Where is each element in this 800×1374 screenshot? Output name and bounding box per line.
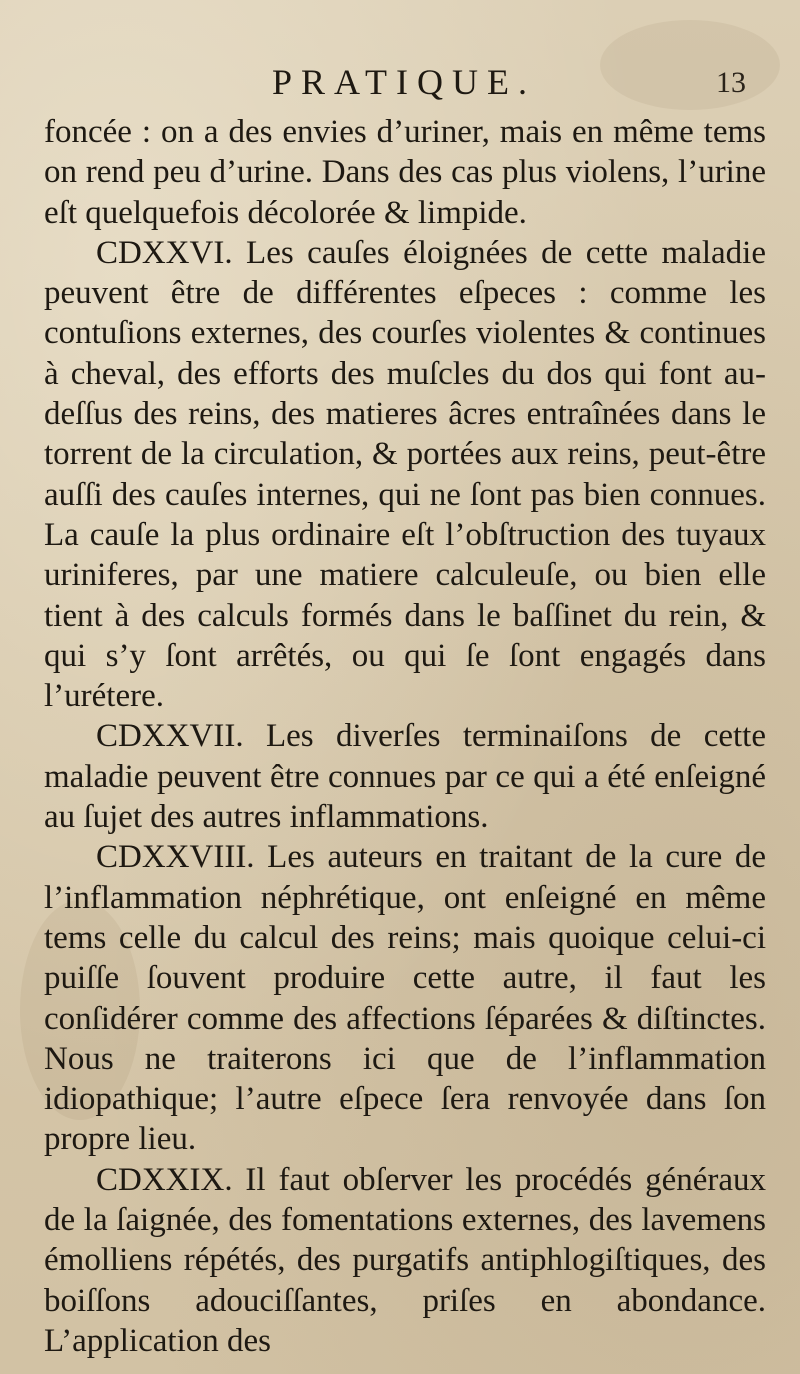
running-head [44,0,764,108]
paragraph-cdxxvii: CDXXVII. Les diverſes terminaiſons de cette maladie peuvent être connues par ce qui a été enſeigné au ſujet des autres inflammations. [44,718,766,836]
paragraph-cdxxvi: CDXXVI. Les cauſes éloignées de cette maladie peuvent être de différentes eſpeces : comme les contuſions externes, des courſes violentes & continues à cheval, des efforts des muſcles du dos qui font au-deſſus des reins, des matieres âcres entraînées dans le torrent de la circulation, & portées aux reins, peut-être auſſi des cauſes internes, qui ne ſont pas bien connues. La cauſe la plus ordinaire eſt l’obſtruction des tuyaux uriniferes, par une matiere calculeuſe, ou bien elle tient à des calculs formés dans le baſſinet du rein, & qui s’y ſont arrêtés, ou qui ſe ſont engagés dans l’urétere. [44,234,766,715]
paragraph-cdxxviii: CDXXVIII. Les auteurs en traitant de la cure de l’inflammation néphrétique, ont enſeigné en même tems celle du calcul des reins; mais quoique celui-ci puiſſe ſouvent produire cette autre, il faut les conſidérer comme des affections ſéparées & diſtinctes. Nous ne traiterons ici que de l’inflammation idiopathique; l’autre eſpece ſera renvoyée dans ſon propre lieu. [44,839,766,1158]
paragraph-cdxxix: CDXXIX. Il faut obſerver les procédés généraux de la ſaignée, des fomentations externes, des lavemens émolliens répétés, des purgatifs antiphlogiſtiques, des boiſſons adouciſſantes, priſes en abondance. L’application des [44,1161,766,1359]
paragraph-continuation: foncée : on a des envies d’uriner, mais en même tems on rend peu d’urine. Dans des cas plus violens, l’urine eſt quelquefois décolorée & limpide. [44,114,766,231]
page-number: 13 [716,66,746,99]
body-text [44,112,766,1361]
running-title: PRATIQUE. [271,62,536,102]
